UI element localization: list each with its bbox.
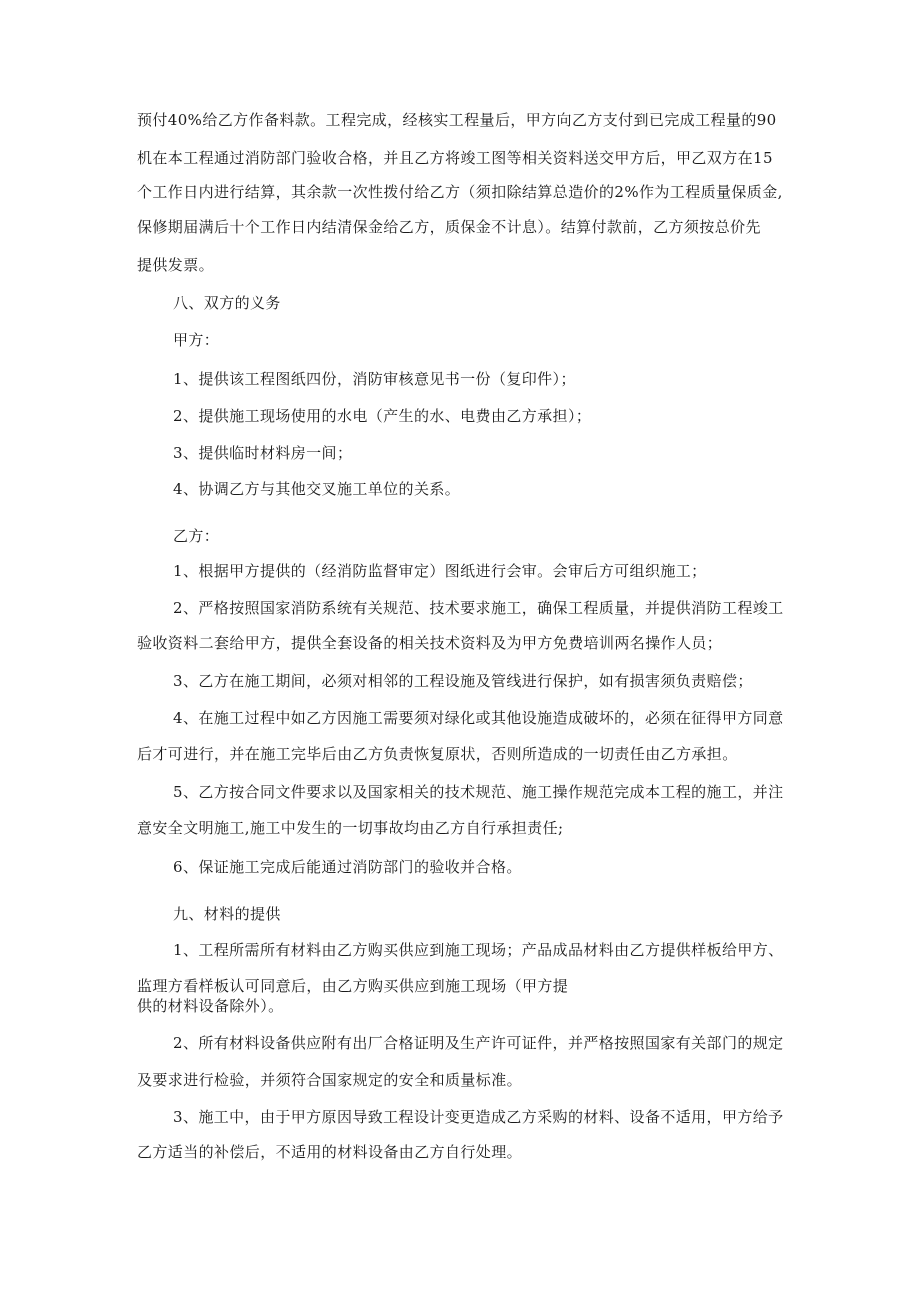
list-item: 3、提供临时材料房一间； bbox=[173, 444, 353, 462]
section-heading: 九、材料的提供 bbox=[173, 905, 281, 923]
text-line: 意安全文明施工,施工中发生的一切事故均由乙方自行承担责任; bbox=[137, 819, 564, 837]
text-line: 预付40%给乙方作备料款。工程完成，经核实工程量后，甲方向乙方支付到已完成工程量的90 bbox=[137, 111, 777, 129]
text-line: 后才可进行，并在施工完毕后由乙方负责恢复原状，否则所造成的一切责任由乙方承担。 bbox=[137, 745, 738, 763]
list-item: 3、乙方在施工期间，必须对相邻的工程设施及管线进行保护，如有损害须负责赔偿； bbox=[173, 672, 753, 690]
text-line: 供的材料设备除外）。 bbox=[137, 997, 284, 1015]
section-heading: 八、双方的义务 bbox=[173, 294, 281, 312]
list-item: 1、提供该工程图纸四份，消防审核意见书一份（复印件）； bbox=[173, 370, 576, 388]
text-line: 个工作日内进行结算，其余款一次性拨付给乙方（须扣除结算总造价的2%作为工程质量保质金, bbox=[137, 183, 783, 201]
list-item: 1、工程所需所有材料由乙方购买供应到施工现场；产品成品材料由乙方提供样板给甲方、 bbox=[173, 941, 784, 959]
text-line: 乙方适当的补偿后，不适用的材料设备由乙方自行处理。 bbox=[137, 1143, 523, 1161]
text-line: 验收资料二套给甲方，提供全套设备的相关技术资料及为甲方免费培训两名操作人员； bbox=[137, 634, 723, 652]
list-item: 1、根据甲方提供的（经消防监督审定）图纸进行会审。会审后方可组织施工； bbox=[173, 562, 707, 580]
text-line: 及要求进行检验，并须符合国家规定的安全和质量标准。 bbox=[137, 1071, 523, 1089]
text-line: 保修期届满后十个工作日内结清保金给乙方，质保金不计息）。结算付款前，乙方须按总价先 bbox=[137, 218, 761, 236]
list-item: 2、严格按照国家消防系统有关规范、技术要求施工，确保工程质量，并提供消防工程竣工 bbox=[173, 599, 784, 617]
list-item: 2、提供施工现场使用的水电（产生的水、电费由乙方承担）； bbox=[173, 407, 592, 425]
text-line: 机在本工程通过消防部门验收合格，并且乙方将竣工图等相关资料送交甲方后，甲乙双方在15 bbox=[137, 149, 773, 167]
list-item: 4、协调乙方与其他交叉施工单位的关系。 bbox=[173, 480, 461, 498]
party-label: 甲方： bbox=[173, 331, 220, 349]
text-line: 监理方看样板认可同意后，由乙方购买供应到施工现场（甲方提 bbox=[137, 977, 569, 995]
list-item: 3、施工中，由于甲方原因导致工程设计变更造成乙方采购的材料、设备不适用，甲方给予 bbox=[173, 1108, 784, 1126]
list-item: 5、乙方按合同文件要求以及国家相关的技术规范、施工操作规范完成本工程的施工，并注 bbox=[173, 783, 784, 801]
text-line: 提供发票。 bbox=[137, 256, 215, 274]
list-item: 6、保证施工完成后能通过消防部门的验收并合格。 bbox=[173, 858, 522, 876]
list-item: 2、所有材料设备供应附有出厂合格证明及生产许可证件，并严格按照国家有关部门的规定 bbox=[173, 1034, 784, 1052]
party-label: 乙方： bbox=[173, 527, 220, 545]
list-item: 4、在施工过程中如乙方因施工需要须对绿化或其他设施造成破坏的，必须在征得甲方同意 bbox=[173, 709, 784, 727]
